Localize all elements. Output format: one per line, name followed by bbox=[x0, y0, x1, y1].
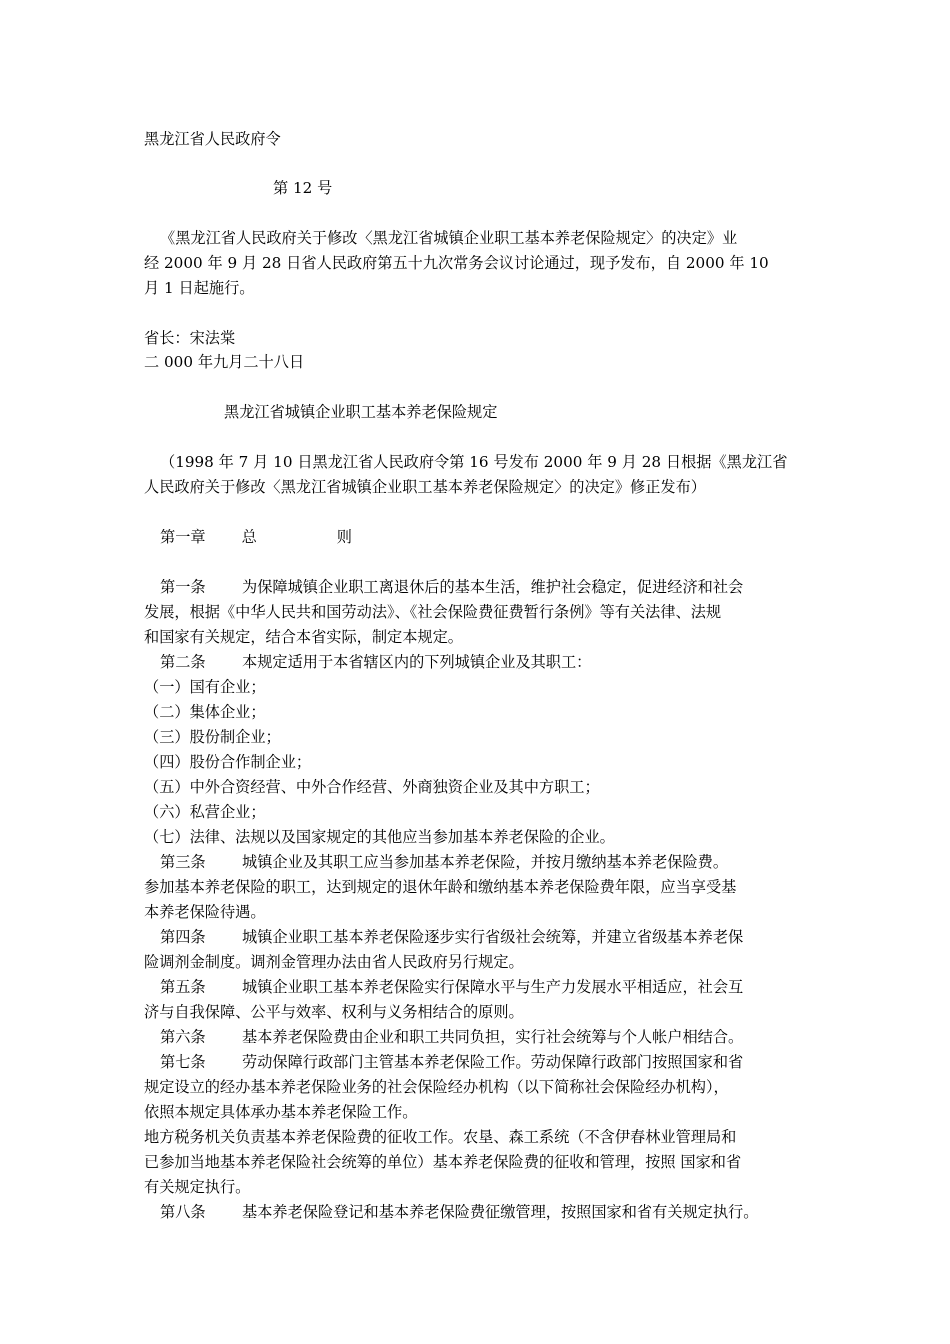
preamble-line-2: 经 2000 年 9 月 28 日省人民政府第五十九次常务会议讨论通过，现予发布，自 2000 年 10 bbox=[144, 254, 769, 272]
article-label: 第七条 bbox=[160, 1053, 206, 1071]
article-1-line-2: 发展，根据《中华人民共和国劳动法》、《社会保险费征费暂行条例》等有关法律、法规 bbox=[144, 603, 722, 621]
article-7-line-4: 地方税务机关负责基本养老保险费的征收工作。农垦、森工系统（不含伊春林业管理局和 bbox=[144, 1128, 737, 1146]
article-4 bbox=[160, 925, 743, 950]
list-item: （六）私营企业； bbox=[144, 803, 266, 821]
list-item: （二）集体企业； bbox=[144, 703, 266, 721]
article-label: 第五条 bbox=[160, 978, 206, 996]
article-label: 第三条 bbox=[160, 853, 206, 871]
article-7-line-5: 已参加当地基本养老保险社会统筹的单位）基本养老保险费的征收和管理，按照 国家和省 bbox=[144, 1153, 742, 1171]
chapter-label: 第一章 bbox=[160, 528, 206, 546]
article-text: 城镇企业职工基本养老保险实行保障水平与生产力发展水平相适应，社会互 bbox=[242, 978, 744, 996]
article-text: 城镇企业职工基本养老保险逐步实行省级社会统筹，并建立省级基本养老保 bbox=[242, 928, 744, 946]
chapter-heading bbox=[160, 525, 352, 550]
article-7-line-6: 有关规定执行。 bbox=[144, 1178, 251, 1196]
chapter-title-part-2: 则 bbox=[336, 528, 352, 546]
list-item: （一）国有企业； bbox=[144, 678, 266, 696]
article-7-line-2: 规定设立的经办基本养老保险业务的社会保险经办机构（以下简称社会保险经办机构）， bbox=[144, 1078, 729, 1096]
article-label: 第一条 bbox=[160, 578, 206, 596]
article-text: 基本养老保险费由企业和职工共同负担，实行社会统筹与个人帐户相结合。 bbox=[242, 1028, 744, 1046]
order-number: 第 12 号 bbox=[273, 179, 333, 197]
list-item: （五）中外合资经营、中外合作经营、外商独资企业及其中方职工； bbox=[144, 778, 600, 796]
list-item: （四）股份合作制企业； bbox=[144, 753, 312, 771]
governor-signature: 省长：宋法棠 bbox=[144, 329, 236, 347]
preamble-line-1: 《黑龙江省人民政府关于修改〈黑龙江省城镇企业职工基本养老保险规定〉的决定》业 bbox=[160, 229, 738, 247]
article-3-line-2: 参加基本养老保险的职工，达到规定的退休年龄和缴纳基本养老保险费年限，应当享受基 bbox=[144, 878, 737, 896]
article-1-line-3: 和国家有关规定，结合本省实际，制定本规定。 bbox=[144, 628, 463, 646]
chapter-title-part-1: 总 bbox=[241, 528, 257, 546]
article-6 bbox=[160, 1025, 743, 1050]
regulation-title: 黑龙江省城镇企业职工基本养老保险规定 bbox=[224, 403, 498, 421]
article-3 bbox=[160, 850, 728, 875]
article-label: 第四条 bbox=[160, 928, 206, 946]
article-label: 第六条 bbox=[160, 1028, 206, 1046]
article-text: 本规定适用于本省辖区内的下列城镇企业及其职工： bbox=[242, 653, 592, 671]
article-2 bbox=[160, 650, 591, 675]
list-item: （三）股份制企业； bbox=[144, 728, 281, 746]
issuer-title: 黑龙江省人民政府令 bbox=[144, 130, 281, 148]
article-text: 劳动保障行政部门主管基本养老保险工作。劳动保障行政部门按照国家和省 bbox=[242, 1053, 744, 1071]
article-text: 为保障城镇企业职工离退休后的基本生活，维护社会稳定，促进经济和社会 bbox=[242, 578, 744, 596]
article-5 bbox=[160, 975, 743, 1000]
article-text: 城镇企业及其职工应当参加基本养老保险，并按月缴纳基本养老保险费。 bbox=[242, 853, 728, 871]
article-7 bbox=[160, 1050, 743, 1075]
article-label: 第八条 bbox=[160, 1203, 206, 1221]
list-item: （七）法律、法规以及国家规定的其他应当参加基本养老保险的企业。 bbox=[144, 828, 615, 846]
article-label: 第二条 bbox=[160, 653, 206, 671]
article-8 bbox=[160, 1200, 758, 1225]
signature-date: 二 000 年九月二十八日 bbox=[144, 353, 305, 371]
article-3-line-3: 本养老保险待遇。 bbox=[144, 903, 266, 921]
revision-note-line-1: （1998 年 7 月 10 日黑龙江省人民政府令第 16 号发布 2000 年 9 月 28 日根据《黑龙江省 bbox=[160, 453, 788, 471]
article-5-line-2: 济与自我保障、公平与效率、权利与义务相结合的原则。 bbox=[144, 1003, 524, 1021]
preamble-line-3: 月 1 日起施行。 bbox=[144, 279, 255, 297]
article-text: 基本养老保险登记和基本养老保险费征缴管理，按照国家和省有关规定执行。 bbox=[242, 1203, 759, 1221]
revision-note-line-2: 人民政府关于修改〈黑龙江省城镇企业职工基本养老保险规定〉的决定》修正发布） bbox=[144, 478, 706, 496]
article-4-line-2: 险调剂金制度。调剂金管理办法由省人民政府另行规定。 bbox=[144, 953, 524, 971]
article-1 bbox=[160, 575, 743, 600]
article-7-line-3: 依照本规定具体承办基本养老保险工作。 bbox=[144, 1103, 418, 1121]
